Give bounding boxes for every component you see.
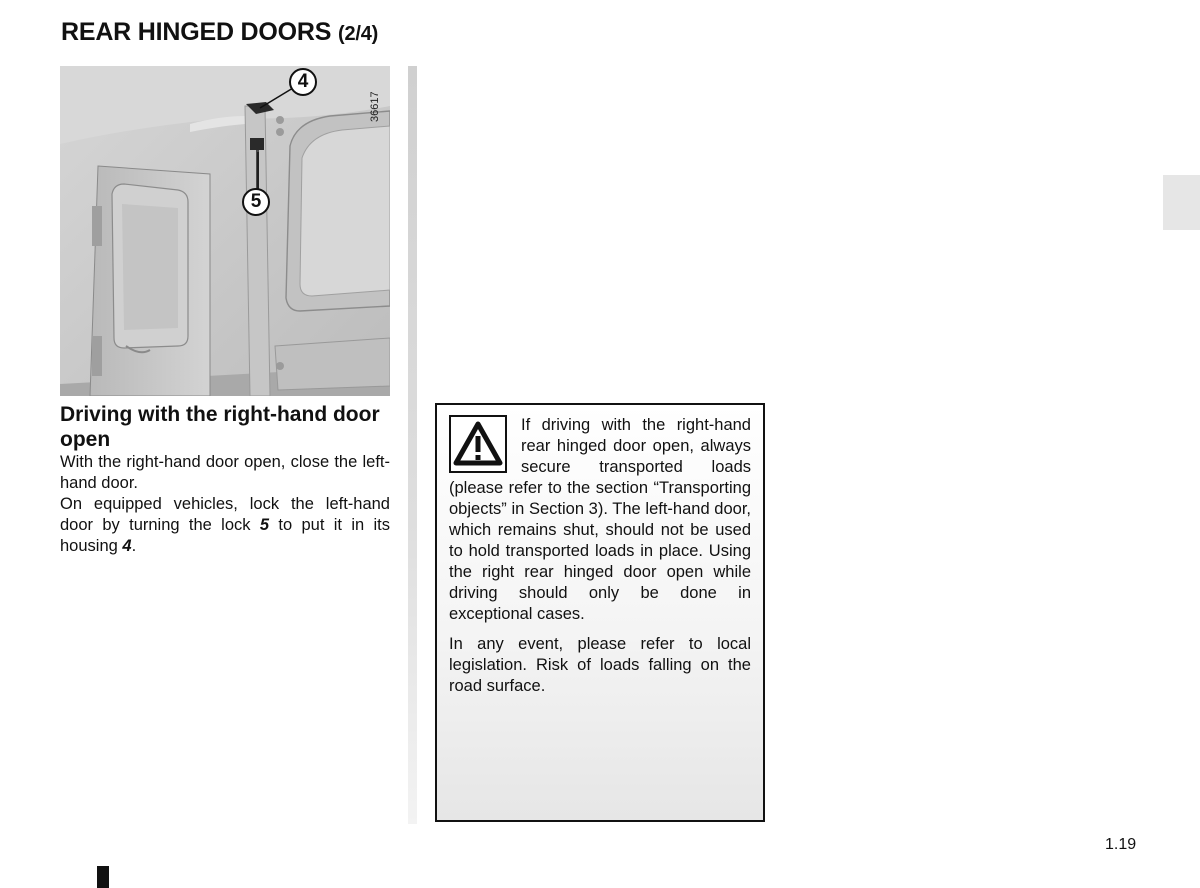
lock-reference: 5 (259, 516, 270, 534)
page-edge-mark (97, 866, 109, 888)
section-heading: Driving with the right-hand door open (60, 403, 380, 451)
body-paragraph-2-text-b: to put it in its housing (60, 516, 391, 555)
body-paragraph-1: With the right-hand door open, close the left-hand door. (60, 453, 390, 492)
housing-reference: 4 (122, 537, 132, 555)
page-title-part: (2/4) (337, 23, 379, 45)
page-title (61, 18, 378, 47)
warning-box (435, 403, 765, 822)
body-paragraph-2 (60, 494, 390, 557)
warning-paragraph-1: If driving with the right-hand rear hinged door open, always secure transported loads (please refer to the section “Transporting objects” in Section 3). The left-hand door, which remains shut, should not be used to hold transported loads in place. Using the right rear hinged door open while driving should only be done in exceptional cases. (449, 416, 751, 623)
body-paragraph-2-text-a: On equipped vehicles, lock the left-hand door by turning the lock (60, 495, 390, 534)
column-divider (408, 66, 417, 824)
page-title-main: REAR HINGED DOORS (61, 18, 332, 46)
page-number: 1.19 (1105, 836, 1137, 853)
figure-reference-code: 36617 (369, 91, 381, 122)
body-paragraph-2-text-c: . (131, 537, 137, 555)
rear-door-drawing (60, 66, 390, 396)
callout-5: 5 (242, 188, 270, 216)
rear-door-illustration (60, 66, 390, 396)
callout-4: 4 (289, 68, 317, 96)
section-body (60, 452, 390, 557)
warning-paragraph-2: In any event, please refer to local legislation. Risk of loads falling on the road surface. (449, 635, 751, 695)
warning-triangle-icon (449, 415, 507, 473)
section-tab-marker (1163, 175, 1200, 230)
